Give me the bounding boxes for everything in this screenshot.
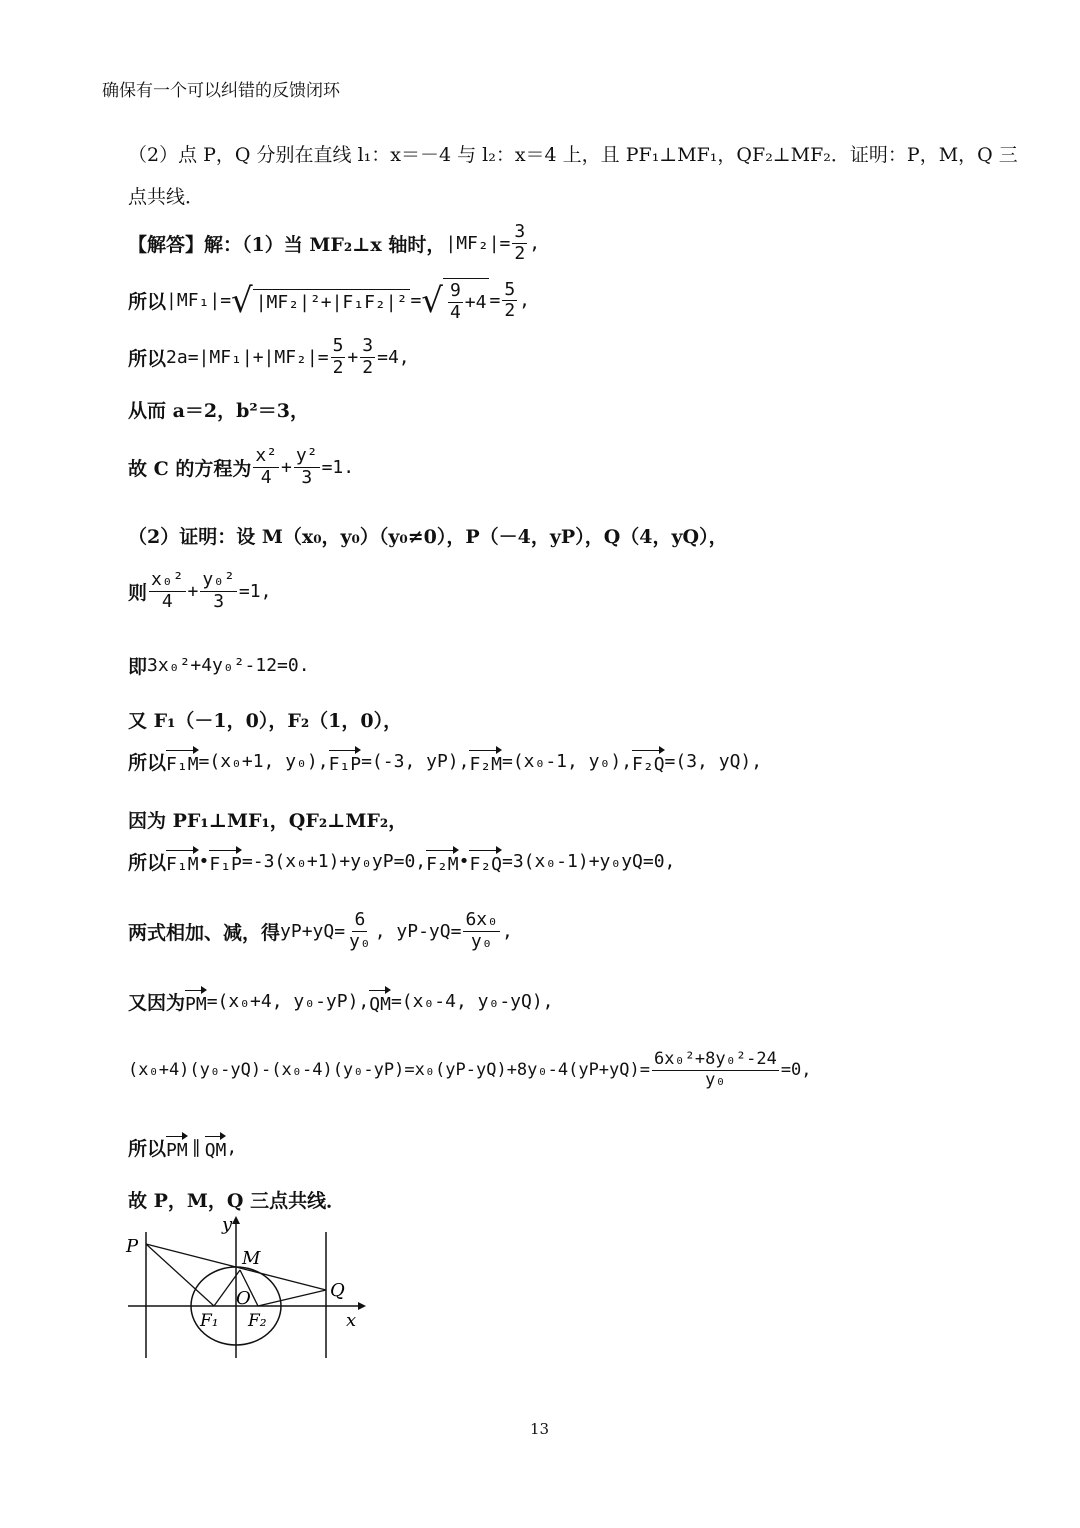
solution-line-17: 故 P，M，Q 三点共线． — [128, 1190, 346, 1212]
vector-qm: QM — [369, 988, 391, 1015]
sqrt-9-4-plus-4: √ $\frac{9}{4}$ +4 — [421, 278, 489, 323]
vector-pm: PM — [185, 988, 207, 1015]
question-2-line-2: 点共线． — [128, 186, 205, 208]
solution-line-10: 所以 F₁M =(x₀+1, y₀), F₁P =(-3, yP), F₂M =(x₀-1, y₀), F₂Q =(3, yQ), — [128, 748, 762, 775]
fraction-5-2: $\frac{5}{2}$ — [504, 278, 516, 322]
solution-line-3: 所以 2a=|MF₁|+|MF₂|= $\frac{5}{2}$ + $\frac{3}{2}$ =4, — [128, 335, 410, 378]
solution-line-12: 所以 F₁M • F₁P =-3(x₀+1)+y₀yP=0, F₂M • F₂Q =3(x₀-1)+y₀yQ=0, — [128, 848, 675, 875]
solution-line-14: 又因为 PM =(x₀+4, y₀-yP), QM =(x₀-4, y₀-yQ), — [128, 988, 554, 1015]
solution-line-4: 从而 a＝2，b²＝3， — [128, 400, 309, 422]
question-2-line-1: （2）点 P，Q 分别在直线 l₁：x＝－4 与 l₂：x＝4 上，且 PF₁⊥MF₁，QF₂⊥MF₂．证明：P，M，Q 三 — [128, 144, 1018, 166]
page-header: 确保有一个可以纠错的反馈闭环 — [102, 81, 340, 101]
ellipse-figure — [118, 1212, 378, 1362]
label-x: x — [346, 1310, 357, 1331]
label-F1: F₁ — [200, 1311, 219, 1331]
label-F2: F₂ — [248, 1311, 267, 1331]
solution-line-1: 【解答】解：（1）当 MF₂⊥x 轴时， |MF₂|= $\frac{3}{2}$ , — [128, 221, 541, 264]
vector-f2q: F₂Q — [632, 748, 665, 775]
solution-line-6: （2）证明：设 M（x₀，y₀）（y₀≠0），P（－4，yP），Q（4，yQ）， — [128, 526, 728, 548]
fraction-3-2: $\frac{3}{2}$ — [514, 221, 526, 264]
vector-f1p: F₁P — [329, 748, 362, 775]
solution-line-5: 故 C 的方程为 $\frac{\text{x²}}{4}$ + $\frac{\text{y²}}{3}$ =1. — [128, 445, 355, 488]
vector-f1m: F₁M — [166, 748, 199, 775]
solution-line-2: 所以 |MF₁|= √ |MF₂|²+|F₁F₂|² = √ $\frac{9}{4}$ +4 = $\frac{5}{2}$ , — [128, 278, 531, 323]
label-P: P — [126, 1236, 139, 1257]
label-M: M — [242, 1248, 261, 1269]
label-O: O — [236, 1288, 251, 1309]
solution-heading: 【解答】解：（1）当 MF₂⊥x 轴时， — [128, 233, 446, 256]
sqrt-expression: √ |MF₂|²+|F₁F₂|² — [231, 284, 410, 318]
vector-f2m: F₂M — [469, 748, 502, 775]
solution-line-16: 所以 PM ∥ QM , — [128, 1134, 237, 1161]
page-number: 13 — [530, 1420, 550, 1438]
solution-line-8: 即 3x₀²+4y₀²-12=0. — [128, 655, 310, 678]
label-Q: Q — [330, 1280, 345, 1301]
solution-line-11: 因为 PF₁⊥MF₁，QF₂⊥MF₂， — [128, 810, 408, 832]
label-y: y — [222, 1214, 233, 1235]
solution-line-9: 又 F₁（－1，0），F₂（1，0）， — [128, 710, 403, 732]
mf2-expression: |MF₂|= — [445, 232, 511, 254]
solution-line-13: 两式相加、减，得 yP+yQ= $\frac{6}{\text{y₀}}$ , yP-yQ= $\frac{\text{6x₀}}{\text{y₀}}$ , — [128, 909, 513, 952]
solution-line-15: (x₀+4)(y₀-yQ)-(x₀-4)(y₀-yP)=x₀(yP-yQ)+8y₀-4(yP+yQ)= $\frac{\text{6x₀²+8y₀²-24}}{\text{y₀}}$ =0, — [128, 1049, 812, 1090]
solution-line-7: 则 $\frac{\text{x₀²}}{4}$ + $\frac{\text{y₀²}}{3}$ =1, — [128, 569, 272, 612]
